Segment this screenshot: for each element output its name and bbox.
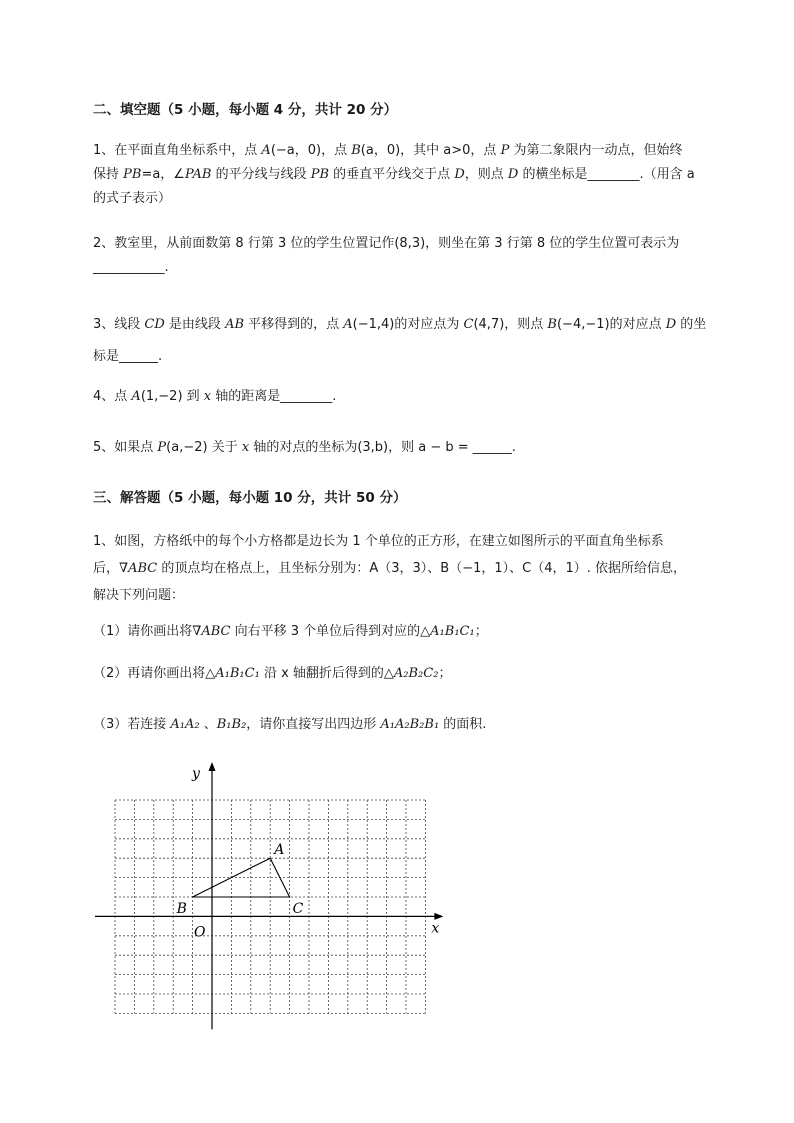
q-text: ；: [438, 666, 452, 681]
sub-question-2: [93, 662, 713, 686]
q-text: (4,7)，则点: [473, 317, 548, 332]
math-var: B: [547, 317, 557, 332]
sub-question-1: [93, 620, 713, 644]
q-text: （3）若连接: [93, 717, 171, 732]
q-text: (−a，0)，点: [270, 143, 352, 158]
q-number: 5、: [93, 440, 115, 455]
q-text: 为第二象限内一动点，但始终: [509, 143, 683, 158]
math-var: C: [463, 317, 474, 332]
math-var: PB: [123, 167, 142, 182]
math-var: CD: [144, 317, 165, 332]
q-text: 的平分线与线段: [211, 167, 311, 182]
q-text: 后，: [93, 561, 120, 576]
q-text: =a，∠: [141, 167, 185, 182]
math-var: A: [131, 389, 141, 404]
q-text: 、: [199, 717, 217, 732]
q-text: （1）请你画出将: [93, 624, 193, 639]
q-text: （2）再请你画出将△: [93, 666, 216, 681]
math-var: A: [343, 317, 353, 332]
fill-question-2: [93, 232, 713, 280]
math-var: D: [454, 167, 465, 182]
q-text: 线段: [114, 317, 145, 332]
solve-question-1: [93, 528, 713, 609]
y-axis-label: y: [192, 766, 200, 782]
section3-heading: 三、解答题（5 小题，每小题 10 分，共计 50 分）: [93, 490, 407, 506]
q-text: ，请你直接写出四边形: [246, 717, 381, 732]
q-text: (a,−2) 关于: [166, 440, 242, 455]
y-axis-arrow: [209, 762, 216, 771]
q-text: 沿 x 轴翻折后得到的△: [259, 666, 394, 681]
origin-label: O: [194, 924, 206, 941]
q-number: 2、: [93, 236, 115, 251]
q-text: (−4,−1)的对应点: [556, 317, 666, 332]
sub-question-3: [93, 713, 713, 737]
math-var: A₁A₂B₂B₁: [380, 717, 440, 732]
math-var: A₁B₁C₁: [215, 666, 260, 681]
math-var: x: [203, 389, 212, 404]
q-number: 3、: [93, 317, 115, 332]
fill-question-4: [93, 385, 713, 409]
math-var: B: [351, 143, 361, 158]
math-var: A: [261, 143, 271, 158]
q-text: 轴的对点的坐标为(3,b)，则 a − b = ______.: [249, 440, 516, 455]
q-text: ；: [474, 624, 488, 639]
q-text: 点: [114, 389, 132, 404]
coordinate-grid-figure: [93, 760, 440, 1020]
q-text: ，则点: [464, 167, 508, 182]
q-text: (1,−2) 到: [140, 389, 204, 404]
fill-question-5: [93, 436, 713, 460]
answer-blank: 标是______.: [93, 349, 163, 364]
math-var: D: [665, 317, 677, 332]
q-text: 保持: [93, 167, 124, 182]
q-text: 在平面直角坐标系中，点: [114, 143, 262, 158]
q-text: 如果点: [114, 440, 158, 455]
answer-blank: ___________.: [93, 260, 169, 275]
q-text: 的式子表示）: [93, 191, 172, 206]
math-var: ∇ABC: [192, 624, 231, 639]
section2-heading: 二、填空题（5 小题，每小题 4 分，共计 20 分）: [93, 102, 398, 118]
math-var: P: [500, 143, 510, 158]
q-text: (−1,4)的对应点为: [352, 317, 464, 332]
x-axis-arrow: [434, 913, 443, 920]
q-text: 的坐: [676, 317, 707, 332]
q-number: 1、: [93, 143, 115, 158]
q-text: 轴的距离是________.: [211, 389, 337, 404]
math-var: B₁B₂: [216, 717, 247, 732]
q-text: 的横坐标是________.（用含 a: [518, 167, 695, 182]
q-text: 平移得到的，点: [244, 317, 344, 332]
q-text: 教室里，从前面数第 8 行第 3 位的学生位置记作(8,3)，则坐在第 3 行第 8 位的学生位置可表示为: [114, 236, 680, 251]
point-label-a: A: [274, 842, 285, 859]
q-text: 的顶点均在格点上，且坐标分别为：A（3，3）、B（−1，1）、C（4，1）. 依据所给信息，: [157, 561, 687, 576]
x-axis-label: x: [431, 920, 440, 937]
q-number: 4、: [93, 389, 115, 404]
grid-svg: [93, 760, 440, 1020]
math-var: ∇ABC: [119, 561, 158, 576]
q-text: 的垂直平分线交于点: [329, 167, 455, 182]
point-label-b: B: [176, 901, 187, 917]
math-var: A₂B₂C₂: [393, 666, 439, 681]
q-text: 1、如图，方格纸中的每个小方格都是边长为 1 个单位的正方形，在建立如图所示的平面直角坐标系: [93, 534, 664, 549]
q-text: 解决下列问题：: [93, 588, 185, 603]
q-text: (a，0)，其中 a>0，点: [360, 143, 501, 158]
math-var: PB: [310, 167, 330, 182]
fill-question-3: [93, 309, 713, 373]
math-var: AB: [225, 317, 245, 332]
q-text: 是由线段: [164, 317, 226, 332]
q-text: 的面积.: [439, 717, 487, 732]
q-text: 向右平移 3 个单位后得到对应的△: [230, 624, 431, 639]
math-var: P: [157, 440, 167, 455]
math-var: x: [241, 440, 250, 455]
math-var: A₁A₂: [170, 717, 200, 732]
math-var: PAB: [184, 167, 212, 182]
math-var: D: [507, 167, 519, 182]
fill-question-1: [93, 139, 713, 211]
math-var: A₁B₁C₁: [430, 624, 475, 639]
point-label-c: C: [292, 901, 304, 917]
